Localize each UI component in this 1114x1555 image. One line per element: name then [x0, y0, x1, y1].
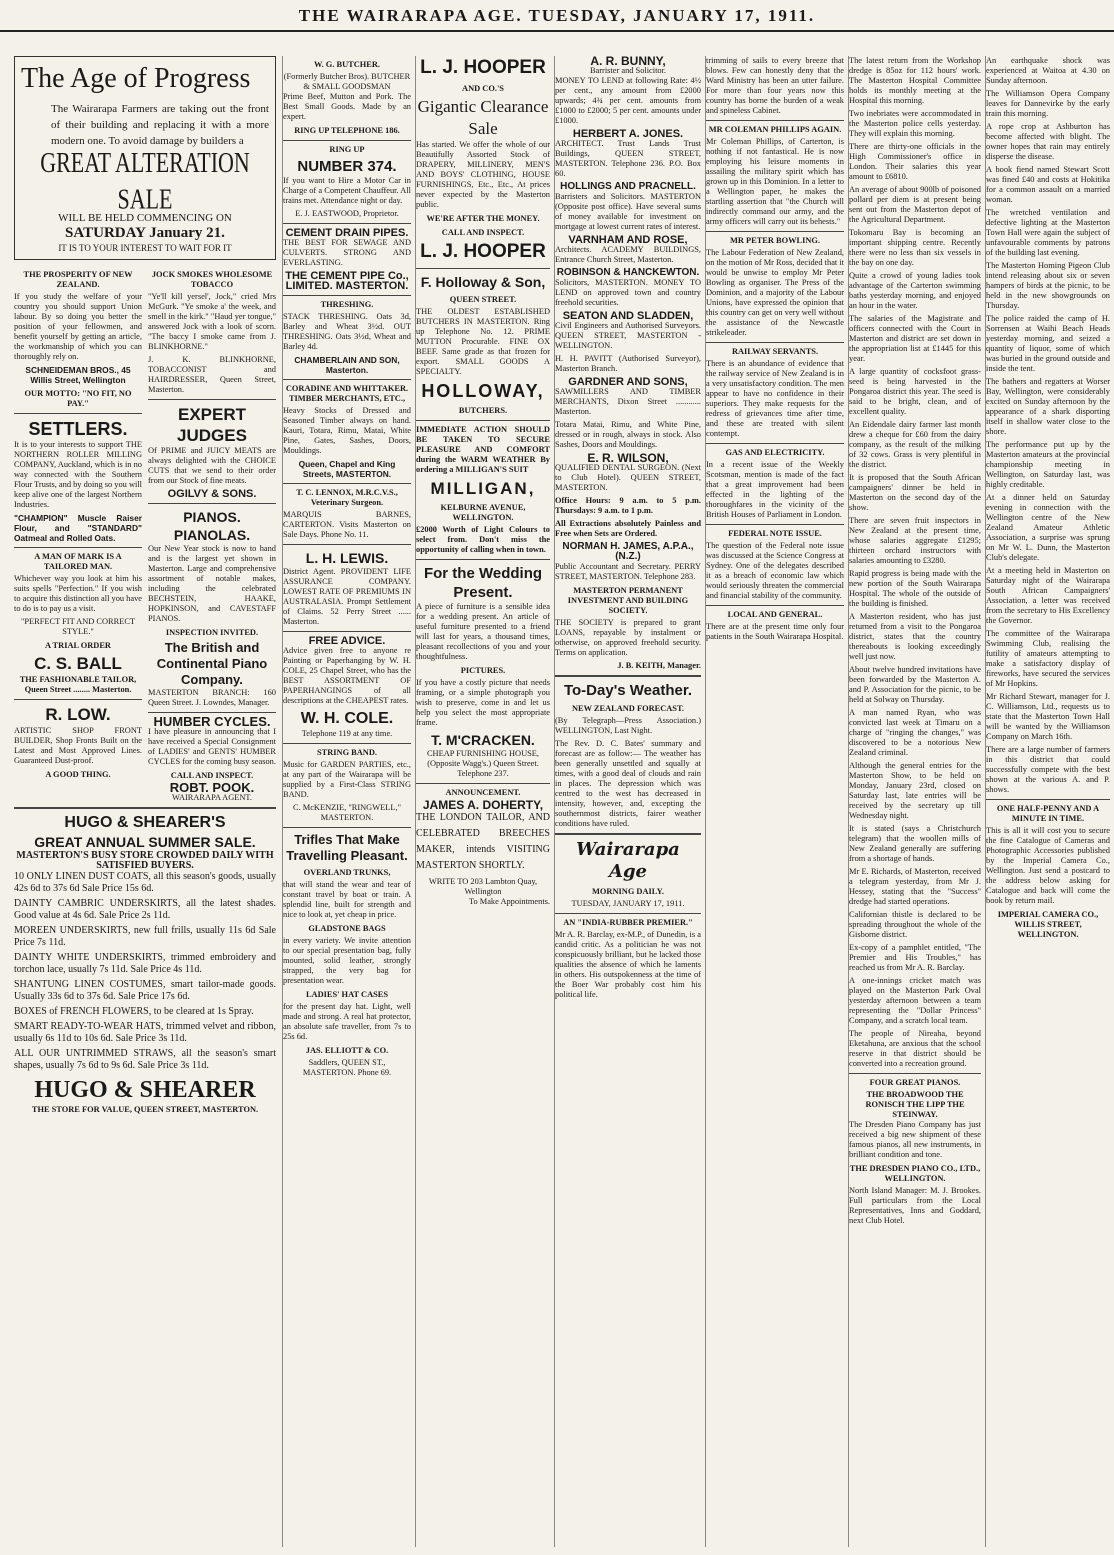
pavitt-text: H. H. PAVITT (Authorised Surveyor), Masterton Branch.	[555, 354, 701, 373]
inspection-invited: INSPECTION INVITED.	[165, 628, 259, 637]
jones-subtitle: ARCHITECT. Trust Lands Trust Buildings, QUEEN STREET, MASTERTON. Telephone 236. P.O. Box 60.	[555, 139, 701, 178]
divider	[706, 342, 844, 343]
divider	[416, 268, 550, 269]
coleman-body: Mr Coleman Phillips, of Carterton, is nothing if not fantastical. He is now employing his leisure moments in assailing the military spirit which has grown up in this Dominion. In a letter to a Wellington paper, he makes the startling assertion that "the Church will indirectly command our army, and the army officers will carry out its behests."	[706, 137, 844, 226]
news-item: The wretched ventilation and defective lighting at the Masterton Town Hall were again the subject of unfavourable comments by patrons of the building last evening.	[986, 208, 1110, 257]
hugo-sale-item: 10 ONLY LINEN DUST COATS, all this season's goods, usually 42s 6d to 37s 6d Sale Price 15s 6d.	[14, 871, 276, 894]
divider	[148, 503, 276, 504]
dresden-subtitle: North Island Manager: M. J. Brookes. Full particulars from the Local Representatives, Inns and Goddard, next Club Hotel.	[849, 1186, 981, 1225]
divider	[14, 547, 142, 548]
news-item: An earthquake shock was experienced at Waitoa at 4.30 on Sunday afternoon.	[986, 56, 1110, 85]
expert-judges-heading: EXPERT JUDGES	[177, 405, 247, 445]
jock-heading: JOCK SMOKES WHOLESOME TOBACCO	[151, 270, 273, 289]
number-body: If you want to Hire a Motor Car in Charge of a Competent Chauffeur. All trains met. Attendance night or day.	[283, 176, 411, 205]
age-of-progress-ad	[14, 56, 276, 260]
extractions: All Extractions absolutely Painless and Free when Sets are Ordered.	[555, 519, 701, 538]
bowling-heading: MR PETER BOWLING.	[729, 236, 821, 245]
news-item: At a dinner held on Saturday evening in connection with the Wellington centre of the New Zealand Amateur Athletic Association, a surprise was sprung on Mr W. L. Dunn, the Masterton Club's delegate.	[986, 493, 1110, 562]
news-item: It is stated (says a Christchurch telegram) that the woollen mills of New Zealand generally are suffering from a shortage of hands.	[849, 824, 981, 863]
hugo-crowded: MASTERTON'S BUSY STORE CROWDED DAILY WITH SATISFIED BUYERS.	[16, 850, 274, 871]
local-heading: LOCAL AND GENERAL.	[727, 610, 823, 619]
jones-name: HERBERT A. JONES.	[572, 128, 684, 140]
progress-body: The Wairarapa Farmers are taking out the front of their building and replacing it with a more modern one. To avoid damage by builders a	[51, 103, 269, 147]
hat-cases-heading: LADIES' HAT CASES	[305, 990, 389, 999]
free-advice-body: Advice given free to anyone re Painting or Paperhanging by W. H. COLE, 25 Chapel Street, who has the BEST ASSORTMENT OF PAPERHANGINGS of all descriptions at the CHEAPEST rates.	[283, 646, 411, 705]
holloway-body: THE OLDEST ESTABLISHED BUTCHERS IN MASTERTON. Ring up Telephone No. 12. PRIME MUTTON Procurable. FINE OX BEEF. Same grade as that frozen for export. SMALL GOODS A SPECIALTY.	[416, 307, 550, 376]
news-item: There are a large number of farmers in this district that could successfully compete with the best shown at the various A. and P. shows.	[986, 745, 1110, 794]
news-item: Mr E. Richards, of Masterton, received a telegram yesterday, from Mr J. Hessey, stating that the "Success" dredge had started operations.	[849, 867, 981, 906]
news-item: The Williamson Opera Company leaves for Dannevirke by the early train this morning.	[986, 89, 1110, 118]
perfect-fit: "PERFECT FIT AND CORRECT STYLE."	[20, 617, 136, 636]
sails-paragraph: trimming of sails to every breeze that blows. Few can honestly deny that the Ward Ministry has been an utter failure. For more than four years now this country has borne the burden of a weak and spineless Cabinet.	[706, 56, 844, 115]
man-of-mark-body: Whichever way you look at him his suits spells "Perfection." If you wish to acquire this distinction all you have to do is to pay us a visit.	[14, 574, 142, 613]
news-item: The police raided the camp of H. Sorrensen at Waihi Beach Heads yesterday morning, and seized a quantity of liquor, some of which was buried in the ground outside and inside the tent.	[986, 314, 1110, 373]
news-item: Ex-copy of a pamphlet entitled, "The Premier and His Troubles," has reached us from Mr A. R. Barclay.	[849, 943, 981, 972]
hugo-tagline: THE STORE FOR VALUE, QUEEN STREET, MASTERTON.	[31, 1105, 259, 1114]
news-item: Tokomaru Bay is becoming an important shipping centre. Recently there were no less than six vessels in the bay on one day.	[849, 228, 981, 267]
railway-heading: RAILWAY SERVANTS.	[731, 347, 819, 356]
hooper-co: AND CO.'S	[462, 84, 504, 93]
hugo-sale-item: ALL OUR UNTRIMMED STRAWS, all the season's smart shapes, usually 7s 6d to 9s 6d. Sale Price 3s 11d.	[14, 1048, 276, 1071]
expert-body: Of PRIME and JUICY MEATS are always delighted with the CHOICE CUTS that we send to their order from our Stock of fine meats.	[148, 446, 276, 485]
news-item: A book fiend named Stewart Scott was fined £40 and costs at Hokitika for a common assault on a married woman.	[986, 165, 1110, 204]
news-item: The performance put up by the Masterton amateurs at the provincial championship meeting in Wellington, on Saturday last, was highly creditable.	[986, 440, 1110, 489]
champion-text: "CHAMPION" Muscle Raiser Flour, and "STANDARD" Oatmeal and Rolled Oats.	[14, 513, 142, 543]
divider	[283, 743, 411, 744]
holloway-street: QUEEN STREET.	[449, 295, 517, 304]
news-item: It is proposed that the South African campaigners' dinner be held in Masterton on the second day of the show.	[849, 473, 981, 512]
wairarapa-age-title: Wairarapa Age	[576, 839, 680, 882]
weather-body: The Rev. D. C. Bates' summary and forecast are as follow:— The weather has been generally unsettled and squally at times, with a good deal of clouds and rain in places. The depression which was centred to the west has decreased in intensity, however, and, excepting the southernmost districts, fairer weather conditions have ruled.	[555, 739, 701, 828]
column-1-right	[148, 266, 276, 803]
divider	[14, 699, 142, 700]
pook-name: ROBT. POOK.	[169, 780, 255, 795]
gas-body: In a recent issue of the Weekly Scotsman, mention is made of the fact that a great improvement had been effected in the lighting of the thoroughfares in the vicinity of the British Houses of Parliament in London.	[706, 460, 844, 519]
divider	[555, 675, 701, 677]
chamberlain-name: CHAMBERLAIN AND SON, Masterton.	[294, 355, 400, 375]
motto: OUR MOTTO: "NO FIT, NO PAY."	[24, 389, 132, 408]
gigantic-sale-heading: Gigantic Clearance Sale	[417, 97, 549, 138]
news-item: Although the general entries for the Masterton Show, to be held on Monday, January 23rd, closed on Saturday last, late entries will be received by the secretary up till Wednesday night.	[849, 761, 981, 820]
mckenzie-name: C. McKENZIE, "RINGWELL," MASTERTON.	[292, 803, 401, 822]
hugo-sale-item: SHANTUNG LINEN COSTUMES, smart tailor-made goods. Usually 33s 6d to 37s 6d. Sale Price 17s 6d.	[14, 979, 276, 1002]
permanent-heading: MASTERTON PERMANENT INVESTMENT AND BUILDING SOCIETY.	[567, 586, 689, 615]
hugo-footer: HUGO & SHEARER	[34, 1077, 256, 1103]
alteration-sale-title: GREAT ALTERATION SALE	[40, 145, 250, 215]
gardner-subtitle: SAWMILLERS AND TIMBER MERCHANTS, Dixon Street ............ Masterton.	[555, 387, 701, 416]
humber-body: I have pleasure in announcing that I have received a Special Consignment of LADIES' and GENTS' HUMBER CYCLES for the coming busy season.	[148, 727, 276, 766]
news-item: Two inebriates were accommodated in the Masterton police cells yesterday. They will explain this morning.	[849, 109, 981, 138]
prosperity-heading: THE PROSPERITY OF NEW ZEALAND.	[23, 270, 133, 289]
news-item: The people of Nireaha, beyond Eketahuna, are anxious that the school reserve in that district should be converted into a recreation ground.	[849, 1029, 981, 1068]
news-item: There are seven fruit inspectors in New Zealand at the present time, whose salaries aggregate £1295; thirteen orchard instructors with salaries amounting to £3280.	[849, 516, 981, 565]
varnham-name: VARNHAM AND ROSE,	[568, 234, 688, 246]
local-body: There are at the present time only four patients in the South Wairarapa Hospital.	[706, 622, 844, 641]
news-item: An average of about 900lb of poisoned pollard per diem is at present being sent out from the Masterton depot of the Agricultural Department.	[849, 185, 981, 224]
money-to-lend: MONEY TO LEND at following Rate: 4½ per cent., any amount from £2000 upwards; 4¾ per cent. amounts from £1000 to £2000; 5 per cent. amounts under £1000.	[555, 76, 701, 125]
keith-name: J. B. KEITH, Manager.	[617, 661, 701, 670]
masthead	[0, 0, 1114, 32]
mccracken-name: T. M'CRACKEN.	[431, 732, 535, 748]
seaton-subtitle: Civil Engineers and Authorised Surveyors. QUEEN STREET, MASTERTON - WELLINGTON.	[555, 321, 701, 350]
divider	[14, 807, 276, 809]
appointments: To Make Appointments.	[468, 897, 550, 906]
railway-body: There is an abundance of evidence that the railway service of New Zealand is in a very unsatisfactory condition. The men appear to have no confidence in their superiors. They make requests for the redress of grievances time after time, and these are treated with silent contempt.	[706, 359, 844, 438]
wairarapa-age-subtitle: MORNING DAILY.	[592, 887, 664, 896]
divider	[706, 605, 844, 606]
halfpenny-heading: ONE HALF-PENNY AND A MINUTE IN TIME.	[996, 804, 1100, 823]
news-items	[849, 109, 981, 1069]
gladstone-body: in every variety. We invite attention to our special presentation bag, fully mounted, solid leather, strongly strapped, the very bag for presentation wear.	[283, 936, 411, 985]
hollings-name: HOLLINGS AND PRACNELL.	[560, 181, 696, 192]
pianos-body: Our New Year stock is now to hand and is the largest yet shown in Masterton. Large and comprehensive assortment of notable makes, including the celebrated BECHSTEIN, HAAKE, HOPKINSON, and CAVESTAFF PIANOS.	[148, 544, 276, 623]
progress-title: The Age of Progress	[21, 63, 251, 94]
wedding-body: A piece of furniture is a sensible idea for a wedding present. An article of useful furniture presented to a friend will last for years, a thousand times, pleasant recollections of you and your thoughtfulness.	[416, 602, 550, 661]
masthead-title: THE WAIRARAPA AGE. TUESDAY, JANUARY 17, 1911.	[298, 6, 816, 25]
hat-cases-body: for the present day hat. Light, well made and strong. A real hat protector, an absolute safe traveller, from 7s to 25s 6d.	[283, 1002, 411, 1041]
low-subtitle: ARTISTIC SHOP FRONT BUILDER, Shop Fronts Built on the Latest and Most Approved Lines. Guaranteed Dust-proof.	[14, 726, 142, 765]
divider	[283, 544, 411, 545]
imperial-camera: IMPERIAL CAMERA CO., WILLIS STREET, WELLINGTON.	[997, 910, 1099, 939]
bowling-body: The Labour Federation of New Zealand, on the motion of Mr Ross, decided that it would be unwise to employ Mr Peter Bowling as organiser. The Press of the Dominion, and a majority of the Labour Unions, have expressed the opinion that this country can get on very well without the assistance of the Newcastle strikeleader.	[706, 248, 844, 337]
butcher-name: W. G. BUTCHER.	[313, 60, 380, 69]
divider	[986, 799, 1110, 800]
halfpenny-body: This is all it will cost you to secure the fine Catalogue of Cameras and Photographic Accessories published by the Imperial Camera Co., Wellington. Just send a postcard to the address below asking for Catalogue and back will come the book by return mail.	[986, 826, 1110, 905]
holloway-big: HOLLOWAY,	[421, 381, 545, 401]
news-item: The Masterton Homing Pigeon Club intend releasing about six or seven hampers of birds at the picnic, to be held in the new showgrounds on Thursday.	[986, 261, 1110, 310]
column-6	[848, 56, 981, 1547]
elliott-subtitle: Saddlers, QUEEN ST., MASTERTON. Phone 69.	[302, 1058, 392, 1077]
prosperity-body: If you study the welfare of your country you should support Union labour. By so doing you better the position of your fellowmen, and benefit yourself by getting an article, the workmanship of which you can thoroughly rely on.	[14, 292, 142, 361]
robinson-name: ROBINSON & HANCKEWTON.	[556, 267, 700, 278]
divider	[283, 223, 411, 224]
column-7	[985, 56, 1110, 1547]
news-item: Mr Richard Stewart, manager for J. C. Williamson, Ltd., requests us to state that the Masterton Town Hall will be wanted by the Williamson Company on March 16th.	[986, 692, 1110, 741]
lennox-subtitle: MARQUIS BARNES, CARTERTON. Visits Masterton on Sale Days. Phone No. 11.	[283, 510, 411, 539]
ring-up: RING UP	[329, 145, 365, 154]
news-item: The bathers and regatters at Worser Bay, Wellington, were considerably excited on Sunday afternoon by the appearance of a shark disporting itself in shallow water close to the shore.	[986, 377, 1110, 436]
news-item: About twelve hundred invitations have been forwarded by the Masterton A. and P. Association for the picnic, to be held at Solway on Thursday.	[849, 665, 981, 704]
wilson-name: E. R. WILSON,	[587, 451, 669, 465]
pianos-heading: PIANOS. PIANOLAS.	[173, 509, 251, 543]
weather-telegraph: (By Telegraph—Press Association.) WELLINGTON, Last Night.	[555, 716, 701, 735]
permanent-body: THE SOCIETY is prepared to grant LOANS, repayable by instalment or otherwise, on approved freehold security. Terms on application.	[555, 618, 701, 657]
news-item: There are thirty-one officials in the High Commissioner's office in London. Their salaries this year amount to £6810.	[849, 142, 981, 181]
holloway-butchers: BUTCHERS.	[458, 406, 508, 415]
four-pianos-body: The Dresden Piano Company has just received a big new shipment of these famous pianos, all new instruments, in brilliant condition and tone.	[849, 1120, 981, 1159]
commencing-text: WILL BE HELD COMMENCING ON	[58, 212, 232, 224]
bunny-name: A. R. BUNNY,	[590, 56, 666, 68]
gigantic-body: Has started. We offer the whole of our Beautifully Assorted Stock of DRAPERY, MILLINERY, MEN'S AND BOYS' CLOTHING, HOUSE FURNISHINGS, Etc., Etc., At prices never expected by the Masterton public.	[416, 140, 550, 209]
threshing-body: STACK THRESHING. Oats 3d, Barley and Wheat 3½d. OUT THRESHING. Oats 3½d, Wheat and Barley 4d.	[283, 312, 411, 351]
wairarapa-age-date: TUESDAY, JANUARY 17, 1911.	[571, 899, 685, 908]
free-advice-heading: FREE ADVICE.	[308, 635, 386, 647]
cement-body: THE BEST FOR SEWAGE AND CULVERTS. STRONG AND EVERLASTING.	[283, 238, 411, 267]
announcement-heading: ANNOUNCEMENT.	[445, 788, 521, 797]
divider	[283, 379, 411, 380]
gladstone-heading: GLADSTONE BAGS	[308, 924, 386, 933]
divider	[283, 295, 411, 296]
milligan-name: MILLIGAN,	[430, 479, 536, 498]
mccracken-subtitle: CHEAP FURNISHING HOUSE, (Opposite Wagg's.) Queen Street. Telephone 237.	[426, 749, 540, 778]
threshing-heading: THRESHING.	[320, 300, 374, 309]
cole-telephone: Telephone 119 at any time.	[301, 729, 393, 738]
hugo-sale-item: SMART READY-TO-WEAR HATS, trimmed velvet and ribbon, usually 6s 11d to 10s 6d. Sale Price 3s 11d.	[14, 1021, 276, 1044]
weather-subheading: NEW ZEALAND FORECAST.	[571, 704, 685, 713]
news-item: Rapid progress is being made with the new portion of the South Wairarapa Hospital. The whole of the outside of the building is finished.	[849, 569, 981, 608]
doherty-name: JAMES A. DOHERTY,	[422, 798, 544, 812]
hugo-sale-item: BOXES of FRENCH FLOWERS, to be cleared at 1s Spray.	[14, 1006, 254, 1017]
british-piano-heading: The British and Continental Piano Company.	[156, 640, 268, 687]
schneideman-name: SCHNEIDEMAN BROS., 45 Willis Street, Wellington	[25, 365, 131, 385]
butcher-body: Prime Beef, Mutton and Pork. The Best Small Goods. Made by an expert.	[283, 92, 411, 121]
hugo-sale-title: GREAT ANNUAL SUMMER SALE.	[34, 834, 256, 850]
gas-heading: GAS AND ELECTRICITY.	[725, 448, 825, 457]
man-of-mark-heading: A MAN OF MARK IS A TAILORED MAN.	[34, 552, 122, 571]
write-to: WRITE TO 203 Lambton Quay, Wellington	[428, 877, 538, 896]
rubber-premier-body: Mr A. R. Barclay, ex-M.P., of Dunedin, is a candid critic. As a politician he was not conspicuously brilliant, but he lacked those qualities the absence of which he laments in others. His outspokenness at the time of the Boer War probably cost him his political life.	[555, 930, 701, 999]
number-374: NUMBER 374.	[297, 158, 397, 175]
news-item: Quite a crowd of young ladies took advantage of the Carterton swimming baths yesterday morning, and enjoyed an hour in the water.	[849, 271, 981, 310]
dresden-name: THE DRESDEN PIANO CO., LTD., WELLINGTON.	[849, 1164, 981, 1183]
hugo-sale-item: DAINTY WHITE UNDERSKIRTS, trimmed embroidery and torchon lace, usually 7s 11d. Sale Price 4s 11d.	[14, 952, 276, 975]
rubber-premier-heading: AN "INDIA-RUBBER PREMIER."	[563, 918, 693, 927]
coleman-heading: MR COLEMAN PHILLIPS AGAIN.	[708, 125, 842, 134]
federal-body: The question of the Federal note issue was discussed at the Science Congress at Sydney. One of the delegates described it as a breach of economic law which would seriously threaten the commercial and financial stability of the community.	[706, 541, 844, 600]
lewis-name: L. H. LEWIS.	[305, 550, 389, 566]
piano-names: THE BROADWOOD THE RONISCH THE LIPP THE STEINWAY.	[865, 1090, 965, 1119]
settlers-body: It is to your interests to support THE NORTHERN ROLLER MILLING COMPANY, Auckland, which is in no way connected with the Southern Flour Trusts, and by doing so you will keep alive one of the largest Northern Industries.	[14, 440, 142, 509]
trial-order: A TRIAL ORDER	[45, 641, 111, 650]
after-money: WE'RE AFTER THE MONEY.	[426, 214, 540, 223]
divider	[148, 399, 276, 400]
hooper-name-2: L. J. HOOPER	[420, 241, 546, 262]
ball-subtitle: THE FASHIONABLE TAILOR, Queen Street ........ Masterton.	[19, 675, 137, 694]
lennox-name: T. C. LENNOX, M.R.C.V.S., Veterinary Surgeon.	[296, 488, 398, 507]
varnham-subtitle: Architects. ACADEMY BUILDINGS, Entrance Church Street, Masterton.	[555, 245, 701, 264]
divider	[148, 712, 276, 713]
coradine-address: Queen, Chapel and King Streets, MASTERTON.	[298, 459, 396, 479]
wedding-heading: For the Wedding Present.	[423, 565, 543, 601]
string-band-body: Music for GARDEN PARTIES, etc., at any part of the Wairarapa will be supplied by a First-Class STRING BAND.	[283, 760, 411, 799]
holloway-heading: F. Holloway & Son,	[420, 274, 546, 290]
hooper-name: L. J. HOOPER	[420, 57, 546, 78]
divider	[283, 631, 411, 632]
divider	[555, 913, 701, 914]
divider	[706, 120, 844, 121]
pictures-heading: PICTURES.	[460, 666, 506, 675]
settlers-heading: SETTLERS.	[28, 419, 128, 439]
divider	[849, 1073, 981, 1074]
news-item: The committee of the Wairarapa Swimming Club, realising the futility of amateurs attempting to make a satisfactory display of fireworks, have secured the services of Mr Hopkins.	[986, 629, 1110, 688]
hugo-heading: HUGO & SHEARER'S	[64, 814, 226, 831]
hooper-call-inspect: CALL AND INSPECT.	[441, 228, 525, 237]
seaton-name: SEATON AND SLADDEN,	[562, 310, 694, 322]
ball-name: C. S. BALL	[34, 654, 122, 673]
divider	[416, 783, 550, 784]
divider	[283, 140, 411, 141]
call-inspect: CALL AND INSPECT.	[170, 771, 254, 780]
interest-text: IT IS TO YOUR INTEREST TO WAIT FOR IT	[58, 243, 232, 253]
column-1-split	[14, 266, 276, 803]
butcher-subtitle: (Formerly Butcher Bros). BUTCHER & SMALL GOODSMAN	[283, 72, 411, 91]
jock-body: "Ye'll kill yersel', Jock," cried Mrs McGurk. "Ye smoke a' the week, and smell in the kirk." "Haud yer tongue," answered Jock with a look of scorn. "The baccy I smoke came from J. BLINKHORNE."	[148, 292, 276, 351]
column-3	[415, 56, 550, 1547]
pook-subtitle: WAIRARAPA AGENT.	[171, 793, 253, 802]
coradine-heading: CORADINE AND WHITTAKER. TIMBER MERCHANTS, ETC.,	[285, 384, 409, 403]
divider	[14, 413, 142, 414]
news-item: Californian thistle is declared to be spreading throughout the whole of the Gisborne district.	[849, 910, 981, 939]
overland-body: that will stand the wear and tear of constant travel by boat or train. A splendid line, built for strength and nice to look at, yet cheap in price.	[283, 880, 411, 919]
doherty-body: THE LONDON TAILOR, AND CELEBRATED BREECHES MAKER, intends VISITING MASTERTON SHORTLY.	[416, 812, 550, 871]
lewis-subtitle: District Agent. PROVIDENT LIFE ASSURANCE COMPANY. LOWEST RATE OF PREMIUMS IN AUSTRALASIA. Prompt Settlement of Claims. 52 Perry Street ...... Masterton.	[283, 567, 411, 626]
hugo-sale-item: MOREEN UNDERSKIRTS, new full frills, usually 11s 6d Sale Price 7s 11d.	[14, 925, 276, 948]
weather-heading: To-Day's Weather.	[563, 682, 693, 699]
column-1-left	[14, 266, 142, 803]
hugo-sale-item: DAINTY CAMBRIC UNDERSKIRTS, all the latest shades. Good value at 4s 6d. Sale Price 2s 11d.	[14, 898, 276, 921]
news-items	[986, 56, 1110, 795]
news-item: A Masterton resident, who has just returned from a visit to the Pongaroa district, states that the country thereabouts is looking exceedingly well just now.	[849, 612, 981, 661]
butcher-telephone: RING UP TELEPHONE 186.	[294, 126, 400, 135]
humber-heading: HUMBER CYCLES.	[153, 714, 271, 729]
cement-company: THE CEMENT PIPE Co., LIMITED. MASTERTON.	[285, 270, 409, 292]
cole-name: W. H. COLE.	[300, 710, 394, 727]
four-pianos-heading: FOUR GREAT PIANOS.	[869, 1078, 961, 1087]
low-name: R. LOW.	[45, 705, 111, 724]
news-item: A rope crop at Ashburton has become affected with blight. The owner hopes that rain may entirely disperse the disease.	[986, 122, 1110, 161]
federal-heading: FEDERAL NOTE ISSUE.	[728, 529, 822, 538]
divider	[706, 443, 844, 444]
bunny-subtitle: Barrister and Solicitor.	[589, 66, 667, 75]
james-subtitle: Public Accountant and Secretary. PERRY STREET, MASTERTON. Telephone 283.	[555, 562, 701, 581]
milligan-body: £2000 Worth of Light Colours to select from. Don't miss the opportunity of calling when in town.	[416, 525, 550, 554]
divider	[283, 827, 411, 828]
milligan-subtitle: KELBURNE AVENUE, WELLINGTON.	[440, 503, 526, 522]
news-item: A one-innings cricket match was played on the Masterton Park Oval yesterday afternoon between a team representing the "Dollar Princess" Company, and a scratch local team.	[849, 976, 981, 1025]
coradine-body: Heavy Stocks of Dressed and Seasoned Timber always on hand. Kauri, Totara, Rimu, Matai, White Pine, Gates, Sashes, Doors, Mouldings.	[283, 406, 411, 455]
column-2	[282, 56, 411, 1547]
news-item: A man named Ryan, who was convicted last week at Timaru on a charge of "ringing the changes," was discovered to be a notorious New Zealand criminal.	[849, 708, 981, 757]
divider	[283, 483, 411, 484]
news-item: The salaries of the Magistrate and officers connected with the Court in Masterton and district are set down in the appropriation list at £1445 for this year.	[849, 314, 981, 363]
news-item: A large quantity of cocksfoot grass-seed is being harvested in the Pongaroa district this year. The seed is said to be bright, clean, and of excellent quality.	[849, 367, 981, 416]
string-band-heading: STRING BAND.	[316, 748, 378, 757]
office-hours: Office Hours: 9 a.m. to 5 p.m. Thursdays: 9 a.m. to 1 p.m.	[555, 496, 701, 515]
news-item: An Eidendale dairy farmer last month drew a cheque for £60 from the dairy company, as the result of the milking of 32 cows. Grass is very plentiful in the district.	[849, 420, 981, 469]
column-5	[705, 56, 844, 1547]
column-4	[554, 56, 701, 1547]
divider	[706, 231, 844, 232]
robinson-subtitle: Solicitors, MASTERTON. MONEY TO LEND on approved town and country freehold securities.	[555, 278, 701, 307]
divider	[416, 559, 550, 560]
news-item: At a meeting held in Masterton on Saturday night of the Wairarapa South African Campaigners' Association, a letter was received from the secretary to His Excellency the Governor.	[986, 566, 1110, 625]
elliott-name: JAS. ELLIOTT & CO.	[305, 1046, 389, 1055]
divider	[416, 420, 550, 421]
eastwood-name: E. J. EASTWOOD, Proprietor.	[295, 209, 399, 218]
immediate-action: IMMEDIATE ACTION SHOULD BE TAKEN TO SECURE PLEASURE AND COMFORT during the WARM WEATHER By ordering a MILLIGAN'S SUIT	[416, 425, 550, 474]
col6-intro: The latest return from the Workshop dredge is 85oz for 112 hours' work. The Masterton Hospital Committee holds its monthly meeting at the Hospital this morning.	[849, 56, 981, 105]
divider	[706, 524, 844, 525]
gardner-name: GARDNER AND SONS,	[568, 376, 688, 388]
hugo-item-list	[14, 871, 276, 1072]
blinkhorne-text: J. K. BLINKHORNE, TOBACCONIST and HAIRDRESSER, Queen Street, Masterton.	[148, 355, 276, 394]
gardner-body: Totara Matai, Rimu, and White Pine, dressed or in rough, always in stock. Also Sashes, Doors and Mouldings.	[555, 420, 701, 449]
trifles-heading: Trifles That Make Travelling Pleasant.	[286, 832, 408, 863]
pictures-body: If you have a costly picture that needs framing, or a simple photograph you wish to preserve, come in and let us help you select the most appropriate frame.	[416, 678, 550, 727]
wilson-subtitle: QUALIFIED DENTAL SURGEON. (Next to Club Hotel). QUEEN STREET, MASTERTON.	[555, 463, 701, 492]
overland-heading: OVERLAND TRUNKS,	[303, 868, 391, 877]
column-1	[14, 56, 276, 1547]
hollings-subtitle: Barristers and Solicitors. MASTERTON (Opposite post office). Have several sums of money available for investment on mortgage at lowest current rates of interest.	[555, 192, 701, 231]
ogilvy-name: OGILVY & SONS.	[167, 488, 257, 500]
sale-date: SATURDAY January 21.	[65, 225, 225, 241]
divider	[555, 833, 701, 835]
james-name: NORMAN H. JAMES, A.P.A., (N.Z.)	[562, 541, 694, 562]
cement-heading: CEMENT DRAIN PIPES.	[285, 227, 409, 239]
british-piano-subtitle: MASTERTON BRANCH: 160 Queen Street. J. Lowndes, Manager.	[148, 688, 276, 707]
good-thing: A GOOD THING.	[45, 770, 111, 779]
